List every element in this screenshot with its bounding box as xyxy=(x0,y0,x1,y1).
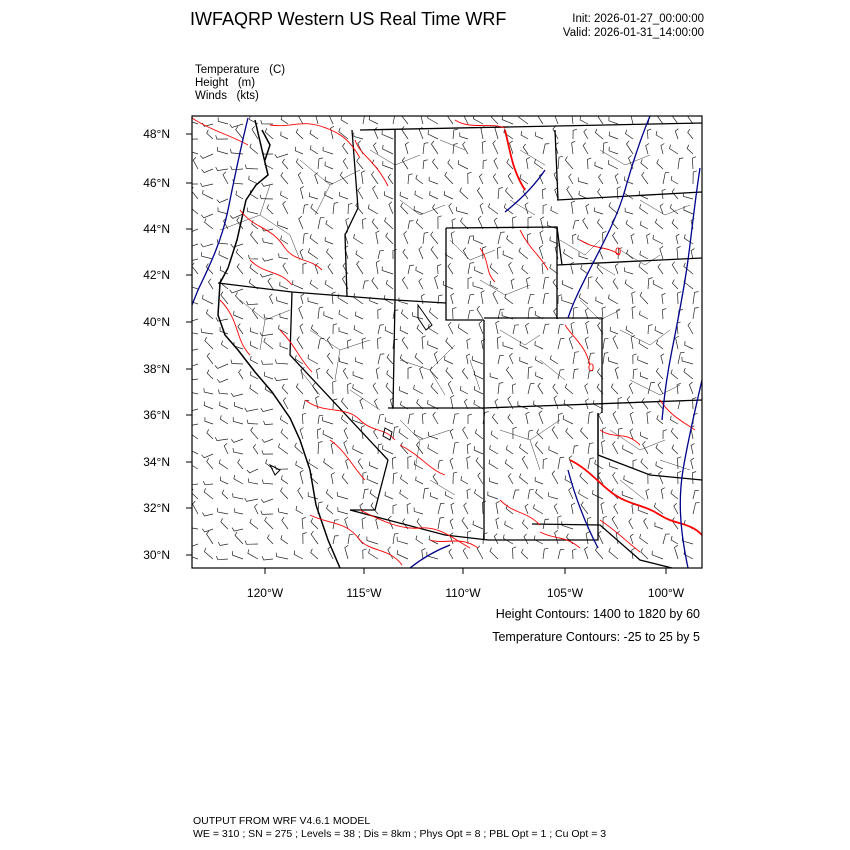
lat-tick-label: 38°N xyxy=(143,362,170,376)
height-label: Height (m) xyxy=(195,77,256,89)
plot-title: IWFAQRP Western US Real Time WRF xyxy=(190,9,507,29)
model-info: OUTPUT FROM WRF V4.6.1 MODEL xyxy=(193,815,371,827)
lat-tick-label: 34°N xyxy=(143,455,170,469)
lat-tick-label: 44°N xyxy=(143,222,170,236)
lat-tick-label: 48°N xyxy=(143,127,170,141)
lon-tick-label: 115°W xyxy=(346,586,382,600)
lon-tick-label: 105°W xyxy=(546,586,584,600)
lon-tick-label: 100°W xyxy=(647,586,685,600)
model-config: WE = 310 ; SN = 275 ; Levels = 38 ; Dis = 8km ; Phys Opt = 8 ; PBL Opt = 1 ; Cu Opt = 3 xyxy=(193,828,607,840)
lat-tick-label: 42°N xyxy=(143,268,170,282)
longitude-ticks xyxy=(265,568,666,574)
valid-time: Valid: 2026-01-31_14:00:00 xyxy=(562,27,704,39)
height-contour-legend: Height Contours: 1400 to 1820 by 60 xyxy=(495,607,700,621)
contour-label: 0 xyxy=(588,362,595,374)
latitude-ticks xyxy=(186,134,192,555)
init-time: Init: 2026-01-27_00:00:00 xyxy=(572,13,704,25)
winds-label: Winds (kts) xyxy=(195,90,259,102)
lon-tick-label: 110°W xyxy=(445,586,481,600)
temperature-label: Temperature (C) xyxy=(195,64,286,76)
contour-label: 0 xyxy=(615,246,622,258)
coastline xyxy=(218,120,340,568)
lat-tick-label: 36°N xyxy=(143,408,170,422)
lat-tick-label: 40°N xyxy=(143,315,170,329)
temperature-contour-legend: Temperature Contours: -25 to 25 by 5 xyxy=(492,630,700,644)
lon-tick-label: 120°W xyxy=(246,586,284,600)
lat-tick-label: 30°N xyxy=(143,548,170,562)
lat-tick-label: 32°N xyxy=(143,501,170,515)
lat-tick-label: 46°N xyxy=(143,176,170,190)
